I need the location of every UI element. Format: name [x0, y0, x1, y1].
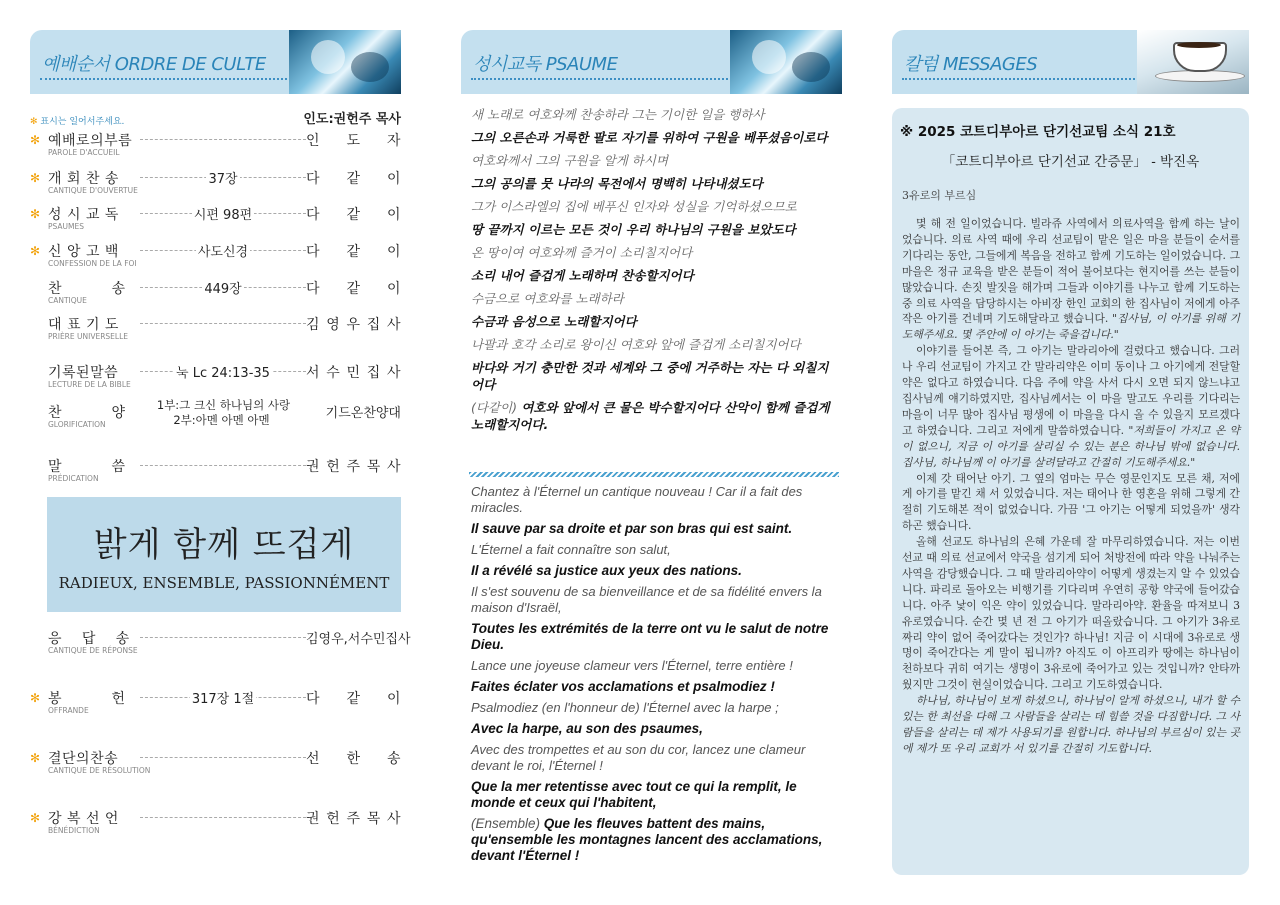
psalm-response-line: Il a révélé sa justice aux yeux des nations. [471, 563, 742, 578]
item-korean-name: 성 시 교 독 [48, 207, 119, 223]
stand-star-icon: ✻ [30, 244, 41, 258]
item-detail: 시편 98편 [193, 208, 253, 223]
item-korean-name: 강 복 선 언 [48, 811, 119, 827]
psalm-response-line: 바다와 거기 충만한 것과 세계와 그 중에 거주하는 자는 다 외칠지어다 [471, 360, 829, 392]
stand-star-icon: ✻ [30, 133, 41, 147]
service-leader: 인도:권헌주 목사 [303, 112, 401, 127]
psalm-response-line: Toutes les extrémités de la terre ont vu le salut de notre Dieu. [471, 621, 829, 652]
psalm-leader-line: 나팔과 호각 소리로 왕이신 여호와 앞에 즐겁게 소리칠지어다 [471, 337, 801, 352]
message-heading: ※ 2025 코트디부아르 단기선교팀 소식 21호 [900, 124, 1176, 140]
order-title: 예배순서 ORDRE DE CULTE [42, 54, 266, 75]
item-french-name: CANTIQUE D'OUVERTUE [48, 186, 138, 195]
psalm-leader-line: 새 노래로 여호와께 찬송하라 그는 기이한 일을 행하사 [471, 107, 765, 122]
service-item [30, 456, 401, 486]
item-korean-name: 대 표 기 도 [48, 317, 119, 333]
message-body [902, 216, 1240, 757]
service-item [30, 688, 401, 718]
coffee-cup-photo [1137, 30, 1249, 94]
item-french-name: PAROLE D'ACCUEIL [48, 148, 120, 157]
psalm-response-line: 그의 오른손과 거룩한 팔로 자기를 위하여 구원을 베푸셨음이로다 [471, 130, 828, 145]
psalm-unison-line: (Ensemble) Que les fleuves battent des mains, qu'ensemble les montagnes lancent des acclamations, devant l'Éternel ! [471, 816, 823, 863]
service-item [30, 398, 401, 432]
psalm-response-line: Que la mer retentisse avec tout ce qui la remplit, le monde et ceux qui l'habitent, [471, 779, 797, 810]
message-section-title: 3유로의 부르심 [902, 189, 977, 202]
message-box [892, 108, 1249, 875]
psalm-response-line: Il sauve par sa droite et par son bras qui est saint. [471, 521, 793, 536]
psalm-unison-line: (다같이) 여호와 앞에서 큰 물은 박수할지어다 산악이 함께 즐겁게 노래할지어다. [471, 400, 830, 432]
item-korean-name: 찬 양 [48, 405, 126, 421]
message-subtitle: 「코트디부아르 단기선교 간증문」 - 박진옥 [941, 154, 1200, 170]
psalm-response-line: 그의 공의를 뭇 나라의 목전에서 명백히 나타내셨도다 [471, 176, 763, 191]
item-korean-name: 봉 헌 [48, 691, 126, 707]
leader-dashes [140, 465, 306, 466]
item-korean-name: 응 답 송 [48, 631, 130, 647]
quote-italic: "저희들이 가지고 온 약이 없으니, 지금 이 아기를 살리실 수 있는 분은 하나님 밖에 없습니다. 집사님, 하나님께 이 아기를 살려달라고 간절히 기도해주세요." [902, 423, 1240, 469]
psalm-response-line: Faites éclater vos acclamations et psalmodiez ! [471, 679, 775, 694]
messages-column [892, 30, 1249, 755]
message-paragraph: 올해 선교도 하나님의 은혜 가운데 잘 마무리하였습니다. 저는 이번 선교 때 의료 선교에서 약국을 섬기게 되어 처방전에 따라 약을 나눠주는 사역을 감당했습니다. 그 때 말라리아약이 어떻게 생겼는지 알 수 있었습니다. 파리로 돌아오는 비행기를 기다리며 우연히 공항 약국에 들어갔습니다. 아주 낯이 익은 약이 있었습니다. 말라리아약. 환율을 따져보니 3유로였습니다. 순간 몇 년 전 그 아기가 떠올랐습니다. 그 아기가 3유로짜리 약이 없어 죽어갔다는 것인가? 하나님! 지금 이 시대에 3유로로 생명이 죽어간다는 게 말이 됩니까? 아직도 이 아프리카 땅에는 하나님이 천하보다 귀히 여기는 생명이 3유로에 죽어가고 있는 것입니까? 안타까웠지만 그것이 현실이었습니다. 그리고 기도하였습니다. [902, 535, 1240, 692]
item-french-name: PRIÈRE UNIVERSELLE [48, 332, 129, 341]
item-french-name: CANTIQUE [48, 296, 87, 305]
item-responsible: 김영우,서수민집사 [306, 632, 411, 647]
item-korean-name: 예배로의부름 [48, 133, 133, 149]
psalm-leader-line: Chantez à l'Éternel un cantique nouveau ! Car il a fait des miracles. [471, 484, 803, 515]
item-french-name: PSAUMES [48, 222, 85, 231]
item-korean-name: 기록된말씀 [48, 365, 119, 381]
item-responsible: 선 한 송 [306, 751, 401, 767]
psalm-response-line: 소리 내어 즐겁게 노래하며 찬송할지어다 [471, 268, 694, 283]
item-responsible: 김 영 우 집 사 [306, 317, 401, 333]
psalm-leader-line: 여호와께서 그의 구원을 알게 하시며 [471, 153, 669, 168]
service-item [30, 130, 401, 160]
psalm-french [471, 484, 837, 869]
item-detail: 눅 Lc 24:13-35 [176, 366, 270, 381]
service-item [30, 808, 401, 838]
item-responsible: 다 같 이 [306, 281, 401, 297]
psalm-leader-line: L'Éternel a fait connaître son salut, [471, 542, 671, 557]
psalm-response-line: 수금과 음성으로 노래할지어다 [471, 314, 637, 329]
order-banner [30, 30, 401, 94]
service-item [30, 362, 401, 392]
item-french-name: PRÉDICATION [48, 474, 99, 483]
motto-korean: 밝게 함께 뜨겁게 [93, 525, 355, 565]
item-detail: 317장 1절 [191, 692, 255, 707]
psalm-korean [471, 106, 833, 439]
stand-star-icon: ✻ [30, 811, 41, 825]
message-paragraph: 이야기를 들어본 즉, 그 아기는 말라리아에 걸렸다고 했습니다. 그러나 우리 선교팀이 가지고 간 말라리약은 이미 동이나 그 아기에게 전달할 약은 없다고 하였습니다. 다음 주에 약을 사서 다시 오면 되지 않느냐고 집사님께 얘기하였지만, 집사님께서는 이 마을 말고도 우리를 기다리는 마을이 너무 많아 집사님 평생에 이 마을을 다시 올 수 있을지 모르겠다고 하였습니다. 그리고 저에게 말씀하였습니다. "저희들이 가지고 온 약이 없으니, 지금 이 아기를 살리실 수 있는 분은 하나님 밖에 없습니다. 집사님, 하나님께 이 아기를 살려달라고 간절히 기도해주세요." [902, 344, 1240, 469]
psalm-response-line: 땅 끝까지 이르는 모든 것이 우리 하나님의 구원을 보았도다 [471, 222, 796, 237]
service-item [30, 748, 401, 778]
psalm-leader-line: 수금으로 여호와를 노래하라 [471, 291, 624, 306]
leader-dashes [140, 817, 306, 818]
psalm-response-line: Avec la harpe, au son des psaumes, [471, 721, 703, 736]
wave-divider [469, 472, 839, 477]
psalm-leader-line: Psalmodiez (en l'honneur de) l'Éternel avec la harpe ; [471, 700, 779, 715]
banner-photo [289, 30, 401, 94]
item-responsible: 다 같 이 [306, 244, 401, 260]
item-detail: 449장 [204, 282, 242, 297]
item-responsible: 권 헌 주 목 사 [306, 459, 401, 475]
item-responsible: 다 같 이 [306, 207, 401, 223]
item-korean-name: 결단의찬송 [48, 751, 119, 767]
service-item [30, 278, 401, 308]
stand-star-icon: ✻ [30, 171, 41, 185]
item-responsible: 서 수 민 집 사 [306, 365, 401, 381]
motto-french: RADIEUX, ENSEMBLE, PASSIONNÉMENT [58, 574, 390, 592]
item-responsible: 인 도 자 [306, 133, 401, 149]
quote-italic: "집사님, 이 아기를 위해 기도해주세요. 몇 주안에 이 아기는 죽을겁니다." [902, 312, 1240, 342]
item-korean-name: 신 앙 고 백 [48, 244, 119, 260]
psalm-leader-line: Il s'est souvenu de sa bienveillance et de sa fidélité envers la maison d'Israël, [471, 584, 822, 615]
psalm-leader-line: Avec des trompettes et au son du cor, lancez une clameur devant le roi, l'Éternel ! [471, 742, 806, 773]
banner-photo [730, 30, 842, 94]
item-detail: 1부:그 크신 하나님의 사랑 2부:아멘 아멘 아멘 [156, 398, 291, 427]
psalm-leader-line: Lance une joyeuse clameur vers l'Éternel, terre entière ! [471, 658, 793, 673]
item-french-name: GLORIFICATION [48, 420, 106, 429]
stand-star-icon: ✻ [30, 691, 41, 705]
message-closing: 하나님, 하나님이 보게 하셨으니, 하나님이 알게 하셨으니, 내가 할 수 있는 한 최선을 다해 그 사람들을 살리는 데 힘쓸 것을 다짐합니다. 그 사람들을 살리는 데 제가 사용되기를 원합니다. 하나님의 부르심이 있는 곳에 제가 또 우리 교회가 서 있기를 간절히 기도합니다. [902, 694, 1240, 755]
message-paragraph: 이제 갓 태어난 아기. 그 옆의 엄마는 무슨 영문인지도 모른 채, 저에게 아기를 맡긴 채 서 있었습니다. 저는 태어나 한 영혼을 위해 그렇게 간절히 기도해본 적이 없었습니다. 가끔 '그 아기는 어떻게 되었을까' 생각하곤 했습니다. [902, 471, 1240, 533]
service-item [30, 241, 401, 271]
standing-note: ✻ 표시는 일어서주세요. [30, 117, 125, 127]
leader-dashes [140, 757, 306, 758]
psalm-leader-line: 그가 이스라엘의 집에 베푸신 인자와 성실을 기억하셨으므로 [471, 199, 797, 214]
stand-star-icon: ✻ [30, 751, 41, 765]
item-korean-name: 찬 송 [48, 281, 126, 297]
psalm-leader-line: 온 땅이여 여호와께 즐거이 소리칠지어다 [471, 245, 693, 260]
item-responsible: 기드온찬양대 [325, 406, 401, 421]
item-detail: 37장 [208, 172, 238, 187]
messages-banner [892, 30, 1249, 94]
psalm-title: 성시교독 PSAUME [473, 54, 618, 75]
stand-star-icon: ✻ [30, 207, 41, 221]
psalm-column [461, 30, 842, 863]
item-detail: 사도신경 [197, 245, 249, 260]
service-item [30, 314, 401, 344]
leader-dashes [140, 139, 306, 140]
item-french-name: LECTURE DE LA BIBLE [48, 380, 131, 389]
item-responsible: 권 헌 주 목 사 [306, 811, 401, 827]
motto-box [47, 497, 401, 612]
leader-dashes [140, 637, 306, 638]
item-french-name: CANTIQUE DE RÉSOLUTION [48, 766, 151, 775]
service-item [30, 204, 401, 234]
leader-dashes [140, 323, 306, 324]
service-item [30, 168, 401, 198]
messages-title: 칼럼 MESSAGES [904, 54, 1038, 75]
item-french-name: OFFRANDE [48, 706, 89, 715]
item-french-name: BÉNÉDICTION [48, 826, 100, 835]
item-responsible: 다 같 이 [306, 691, 401, 707]
item-korean-name: 말 씀 [48, 459, 126, 475]
message-paragraph: 몇 해 전 일이었습니다. 빌라쥬 사역에서 의료사역을 함께 하는 날이었습니다. 의료 사역 때에 우리 선교팀이 맡은 일은 마을 분들이 순서를 기다리는 동안, 그들에게 복음을 전하고 함께 기도하는 일이었습니다. 그 마을은 정규 교육을 받은 분들이 적어 불어보다는 현지어를 쓰는 분들이 많았습니다. 손짓 발짓을 해가며 그들과 이야기를 나누고 함께 기도하는 중 의료 사역을 담당하시는 아비장 한인 교회의 한 집사님이 저에게 아주 작은 아기를 건네며 기도해달라고 했습니다. "집사님, 이 아기를 위해 기도해주세요. 몇 주안에 이 아기는 죽을겁니다." [902, 217, 1240, 342]
item-french-name: CONFESSION DE LA FOI [48, 259, 137, 268]
item-korean-name: 개 회 찬 송 [48, 171, 119, 187]
order-of-service-column [30, 30, 411, 835]
item-responsible: 다 같 이 [306, 171, 401, 187]
psalm-banner [461, 30, 842, 94]
service-item [30, 628, 411, 658]
item-french-name: CANTIQUE DE RÉPONSE [48, 646, 138, 655]
